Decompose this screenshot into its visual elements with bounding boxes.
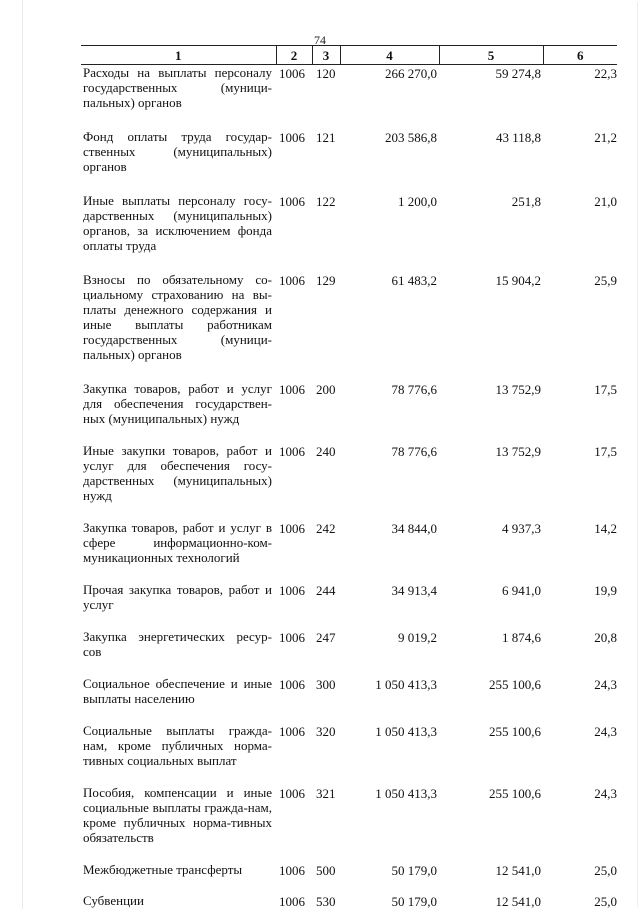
scan-edge-line [22, 0, 23, 909]
row-executed-amount: 43 118,8 [495, 130, 541, 145]
row-execution-percent: 17,5 [594, 444, 617, 459]
row-execution-percent: 24,3 [594, 724, 617, 739]
row-expense-type-code: 122 [316, 194, 336, 209]
row-section-code: 1006 [279, 583, 305, 598]
table-row [81, 381, 617, 443]
row-executed-amount: 13 752,9 [495, 382, 541, 397]
column-header-4: 4 [340, 46, 439, 65]
scan-edge-line-right [637, 2, 638, 907]
row-section-code: 1006 [279, 382, 305, 397]
row-execution-percent: 14,2 [594, 521, 617, 536]
row-expense-type-code: 121 [316, 130, 336, 145]
row-description: Социальные выплаты гражда-нам, кроме публичных норма-тивных социальных выплат [83, 723, 272, 768]
table-row [81, 520, 617, 582]
column-header-3: 3 [312, 46, 340, 65]
row-executed-amount: 1 874,6 [502, 630, 541, 645]
row-description: Социальное обеспечение и иные выплаты населению [83, 676, 272, 706]
row-section-code: 1006 [279, 194, 305, 209]
row-execution-percent: 21,0 [594, 194, 617, 209]
table-row [81, 862, 617, 893]
table-row [81, 785, 617, 862]
row-execution-percent: 17,5 [594, 382, 617, 397]
table-row [81, 272, 617, 381]
row-expense-type-code: 129 [316, 273, 336, 288]
row-expense-type-code: 300 [316, 677, 336, 692]
table-row [81, 65, 617, 130]
row-section-code: 1006 [279, 273, 305, 288]
row-expense-type-code: 530 [316, 894, 336, 909]
row-section-code: 1006 [279, 521, 305, 536]
row-description: Иные закупки товаров, работ и услуг для обеспечения госу-дарственных (муниципальных) нужд [83, 443, 272, 503]
row-executed-amount: 59 274,8 [495, 66, 541, 81]
row-approved-amount: 50 179,0 [391, 894, 437, 909]
table-row [81, 582, 617, 629]
row-section-code: 1006 [279, 724, 305, 739]
row-section-code: 1006 [279, 786, 305, 801]
row-execution-percent: 25,0 [594, 894, 617, 909]
table-header-row [81, 46, 617, 65]
row-approved-amount: 1 050 413,3 [375, 786, 437, 801]
row-executed-amount: 13 752,9 [495, 444, 541, 459]
row-expense-type-code: 500 [316, 863, 336, 878]
row-description: Расходы на выплаты персоналу государственных (муници-пальных) органов [83, 65, 272, 110]
row-approved-amount: 61 483,2 [391, 273, 437, 288]
row-description: Межбюджетные трансферты [83, 862, 243, 877]
row-executed-amount: 4 937,3 [502, 521, 541, 536]
row-execution-percent: 24,3 [594, 677, 617, 692]
row-executed-amount: 12 541,0 [495, 863, 541, 878]
row-expense-type-code: 200 [316, 382, 336, 397]
row-description: Фонд оплаты труда государ-ственных (муниципальных) органов [83, 129, 272, 174]
row-description: Закупка товаров, работ и услуг для обеспечения государствен-ных (муниципальных) нужд [83, 381, 272, 426]
row-execution-percent: 25,9 [594, 273, 617, 288]
row-section-code: 1006 [279, 630, 305, 645]
row-executed-amount: 251,8 [511, 194, 541, 209]
row-expense-type-code: 120 [316, 66, 336, 81]
budget-table [81, 45, 617, 909]
column-header-2: 2 [276, 46, 312, 65]
row-approved-amount: 1 050 413,3 [375, 724, 437, 739]
row-executed-amount: 12 541,0 [495, 894, 541, 909]
row-expense-type-code: 240 [316, 444, 336, 459]
table-row [81, 129, 617, 193]
row-execution-percent: 24,3 [594, 786, 617, 801]
row-section-code: 1006 [279, 66, 305, 81]
row-description: Прочая закупка товаров, работ и услуг [83, 582, 272, 612]
table-row [81, 723, 617, 785]
row-execution-percent: 21,2 [594, 130, 617, 145]
row-approved-amount: 1 200,0 [398, 194, 437, 209]
page-number: 74 [314, 33, 326, 47]
row-section-code: 1006 [279, 894, 305, 909]
row-executed-amount: 255 100,6 [489, 724, 541, 739]
row-description: Взносы по обязательному со-циальному страхованию на вы-платы денежного содержания и иные выплаты работникам государственных (муници-пальных) органов [83, 272, 272, 362]
row-execution-percent: 25,0 [594, 863, 617, 878]
table-row [81, 676, 617, 723]
row-execution-percent: 19,9 [594, 583, 617, 598]
row-executed-amount: 6 941,0 [502, 583, 541, 598]
row-description: Пособия, компенсации и иные социальные выплаты гражда-нам, кроме публичных норма-тивных обязательств [83, 785, 272, 845]
row-executed-amount: 255 100,6 [489, 677, 541, 692]
row-approved-amount: 50 179,0 [391, 863, 437, 878]
row-section-code: 1006 [279, 130, 305, 145]
row-expense-type-code: 244 [316, 583, 336, 598]
row-section-code: 1006 [279, 444, 305, 459]
table-row [81, 443, 617, 520]
row-expense-type-code: 321 [316, 786, 336, 801]
column-header-5: 5 [439, 46, 543, 65]
row-executed-amount: 15 904,2 [495, 273, 541, 288]
row-approved-amount: 203 586,8 [385, 130, 437, 145]
table-row [81, 193, 617, 272]
row-execution-percent: 20,8 [594, 630, 617, 645]
row-approved-amount: 78 776,6 [391, 444, 437, 459]
row-execution-percent: 22,3 [594, 66, 617, 81]
row-approved-amount: 1 050 413,3 [375, 677, 437, 692]
table-row [81, 893, 617, 909]
row-description: Закупка товаров, работ и услуг в сфере информационно-ком-муникационных технологий [83, 520, 272, 565]
row-approved-amount: 34 844,0 [391, 521, 437, 536]
column-header-1: 1 [81, 46, 276, 65]
row-description: Закупка энергетических ресур-сов [83, 629, 272, 659]
column-header-6: 6 [543, 46, 617, 65]
row-approved-amount: 78 776,6 [391, 382, 437, 397]
table-row [81, 629, 617, 676]
row-approved-amount: 34 913,4 [391, 583, 437, 598]
row-section-code: 1006 [279, 677, 305, 692]
row-expense-type-code: 320 [316, 724, 336, 739]
row-approved-amount: 9 019,2 [398, 630, 437, 645]
table-body [81, 65, 617, 909]
row-description: Иные выплаты персоналу госу-дарственных (муниципальных) органов, за исключением фонда оплаты труда [83, 193, 272, 253]
row-executed-amount: 255 100,6 [489, 786, 541, 801]
row-approved-amount: 266 270,0 [385, 66, 437, 81]
row-expense-type-code: 247 [316, 630, 336, 645]
row-expense-type-code: 242 [316, 521, 336, 536]
row-description: Субвенции [83, 893, 144, 908]
row-section-code: 1006 [279, 863, 305, 878]
